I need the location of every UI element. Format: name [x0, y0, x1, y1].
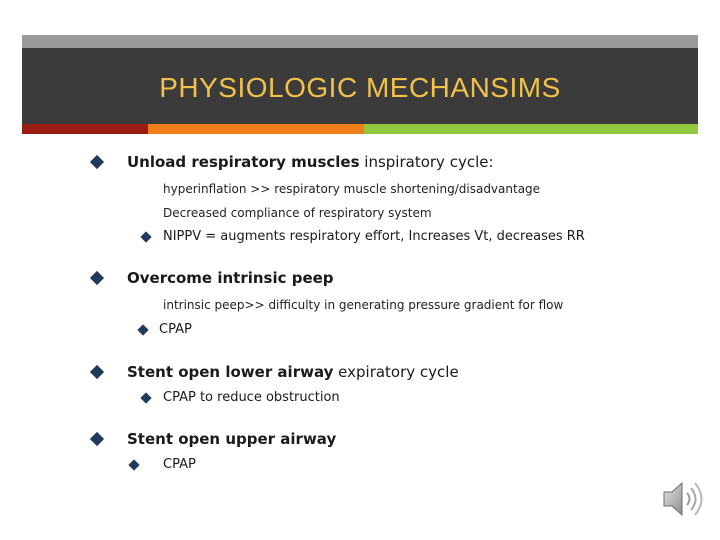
- bullet-bold: Stent open upper airway: [127, 430, 337, 448]
- subline-intrinsic-peep: intrinsic peep>> difficulty in generating pressure gradient for flow: [163, 298, 564, 312]
- accent-stripe-red: [22, 124, 148, 134]
- sub-bullet-cpap-1: CPAP: [159, 322, 192, 337]
- bullet-text-peep: [127, 269, 334, 287]
- slide-title: PHYSIOLOGIC MECHANSIMS: [159, 72, 561, 103]
- bullet-text-unload: [127, 153, 494, 171]
- sub-bullet-icon: [140, 392, 151, 403]
- accent-stripe-orange: [148, 124, 364, 134]
- bullet-icon: [90, 432, 104, 446]
- bullet-icon: [90, 155, 104, 169]
- bullet-bold: Stent open lower airway: [127, 363, 334, 381]
- bullet-rest: expiratory cycle: [333, 363, 459, 381]
- bullet-icon: [90, 271, 104, 285]
- accent-stripe-green: [364, 124, 698, 134]
- sub-bullet-nippv: NIPPV = augments respiratory effort, Increases Vt, decreases RR: [163, 229, 585, 244]
- bullet-bold: Overcome intrinsic peep: [127, 269, 334, 287]
- sub-bullet-cpap-obstruction: CPAP to reduce obstruction: [163, 390, 340, 405]
- speaker-icon[interactable]: [658, 474, 708, 524]
- bullet-bold: Unload respiratory muscles: [127, 153, 360, 171]
- subline-hyperinflation: hyperinflation >> respiratory muscle shortening/disadvantage: [163, 182, 541, 196]
- bullet-rest: inspiratory cycle:: [359, 153, 494, 171]
- sub-bullet-icon: [128, 459, 139, 470]
- subline-compliance: Decreased compliance of respiratory system: [163, 206, 432, 220]
- top-bar: [22, 35, 698, 48]
- bullet-icon: [90, 365, 104, 379]
- sub-bullet-icon: [140, 231, 151, 242]
- sub-bullet-cpap-2: CPAP: [163, 457, 196, 472]
- title-band: [22, 48, 698, 124]
- sub-bullet-icon: [137, 324, 148, 335]
- bullet-text-lower-airway: [127, 363, 459, 381]
- bullet-text-upper-airway: [127, 430, 336, 448]
